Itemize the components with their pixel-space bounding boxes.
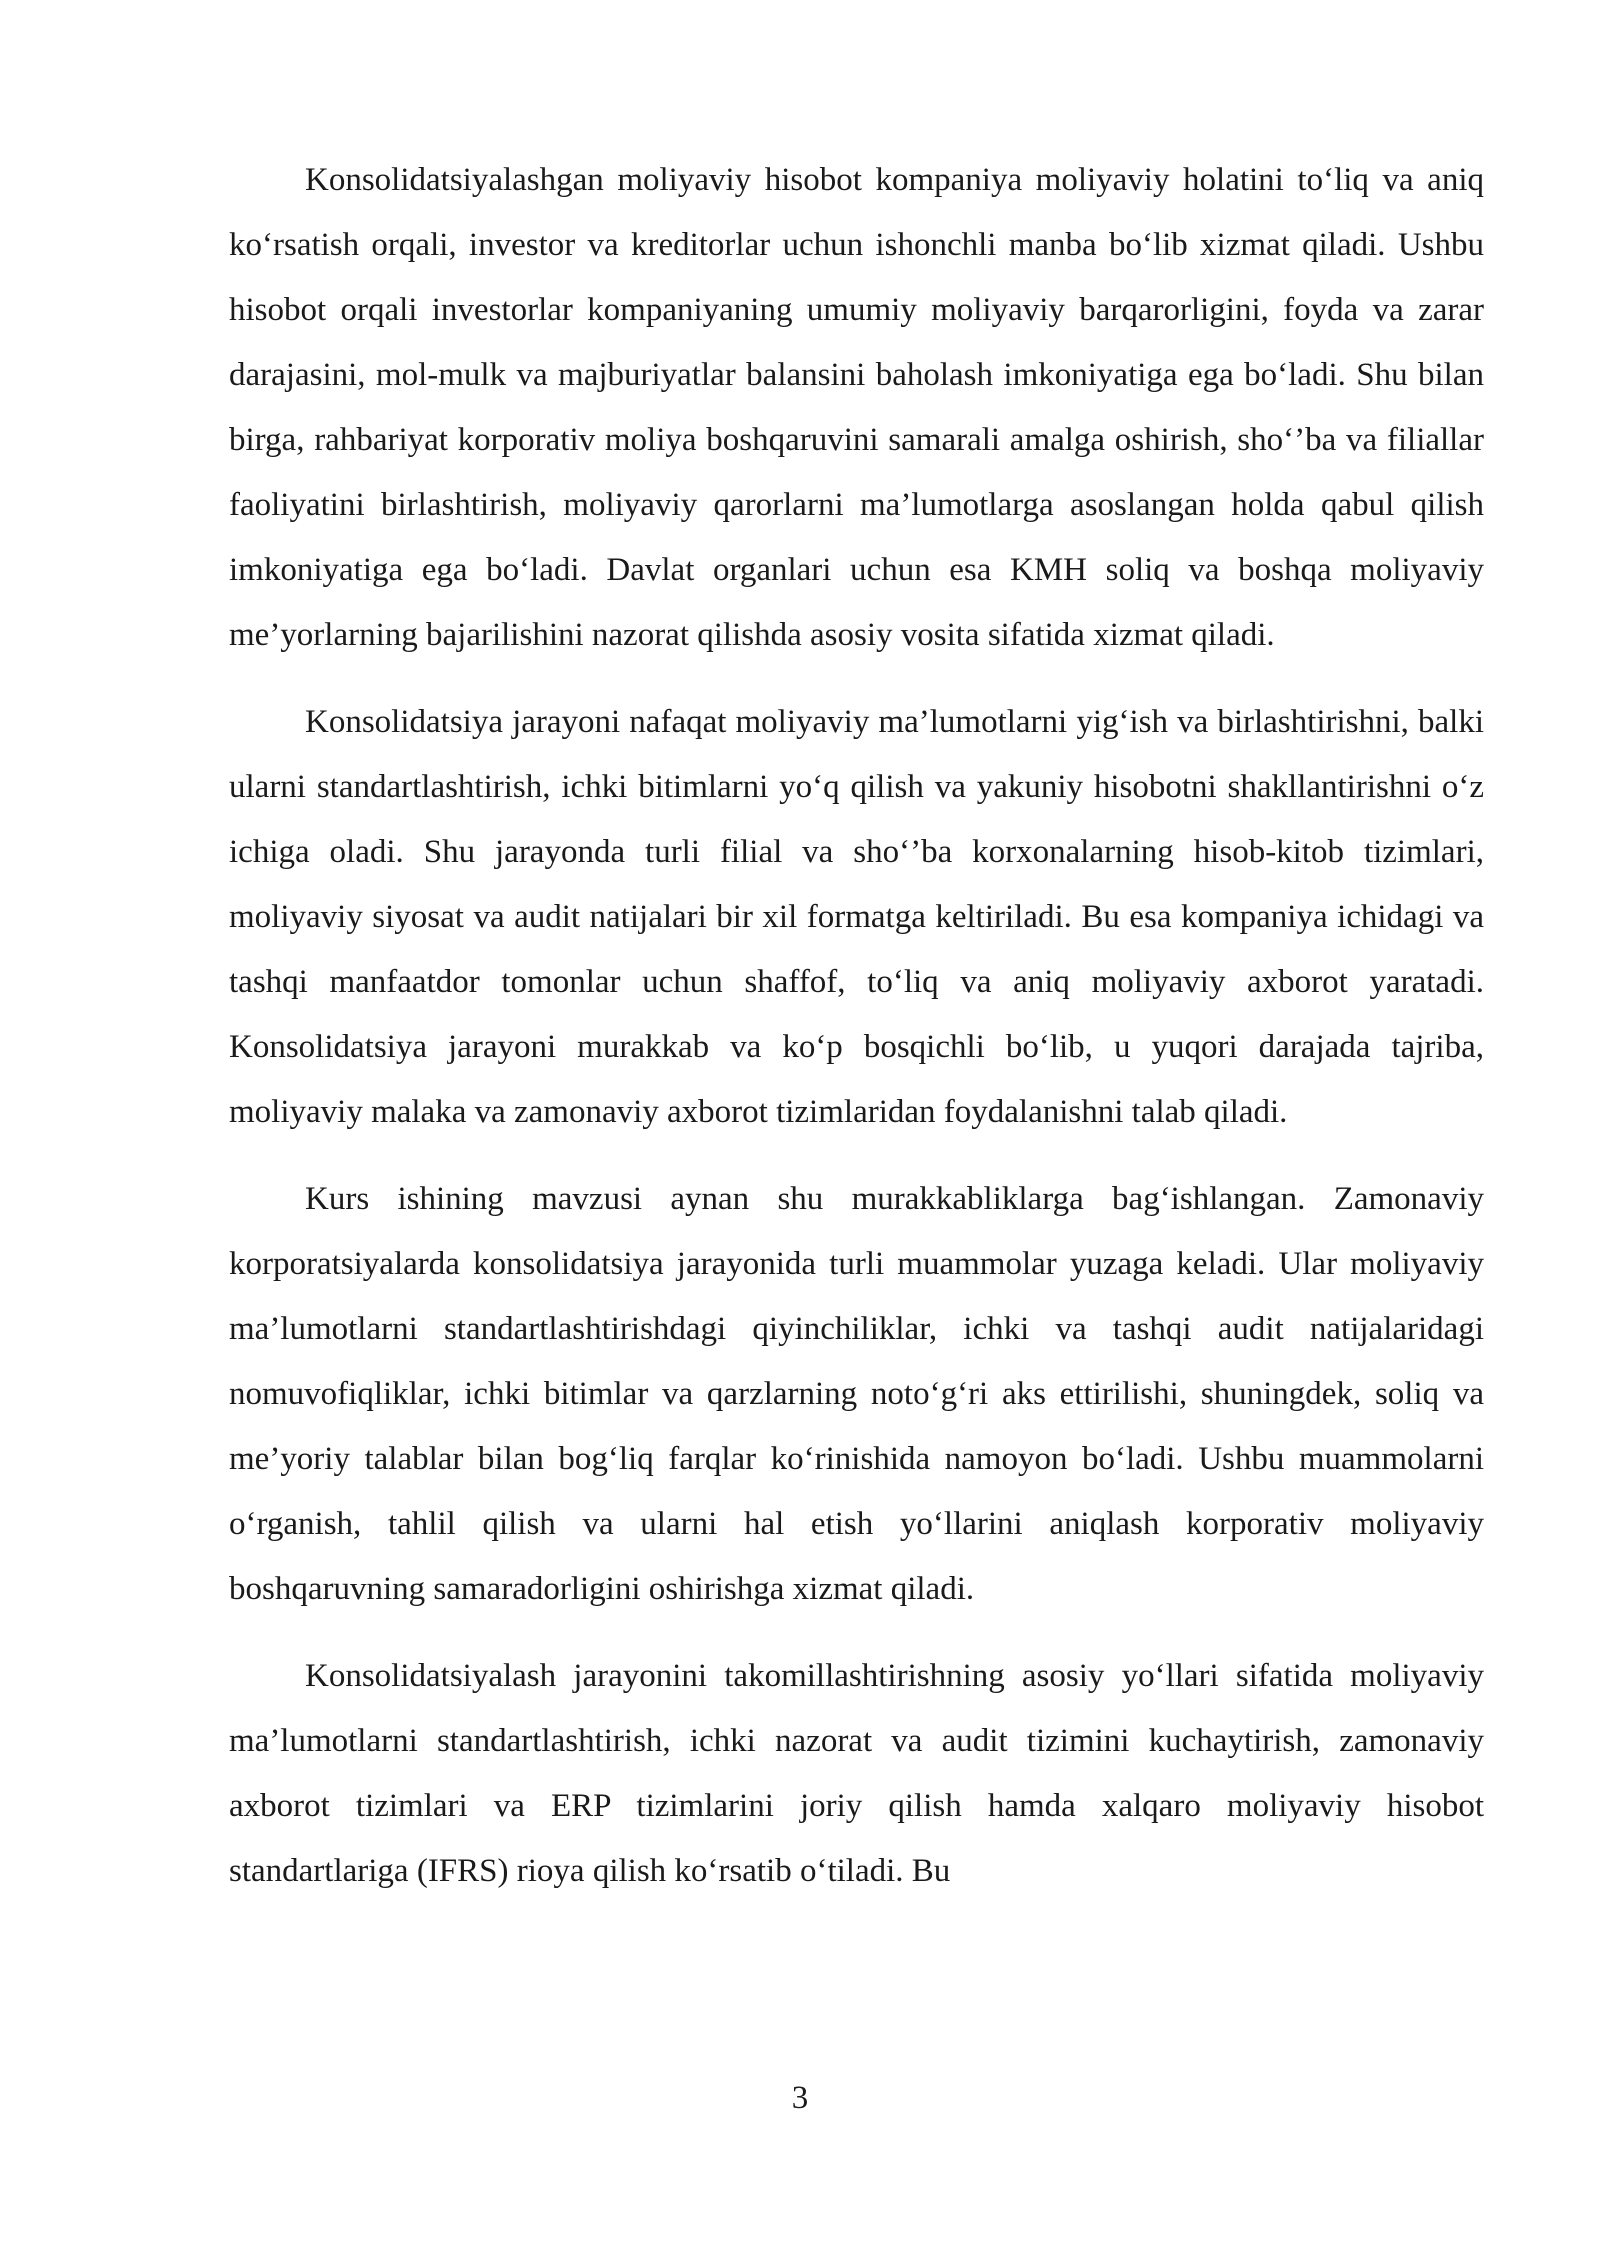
body-text	[229, 148, 1484, 1926]
paragraph-3: Kurs ishining mavzusi aynan shu murakkabliklarga bag‘ishlangan. Zamonaviy korporatsiyalarda konsolidatsiya jarayonida turli muammolar yuzaga keladi. Ular moliyaviy ma’lumotlarni standartlashtirishdagi qiyinchiliklar, ichki va tashqi audit natijalaridagi nomuvofiqliklar, ichki bitimlar va qarzlarning noto‘g‘ri aks ettirilishi, shuningdek, soliq va me’yoriy talablar bilan bog‘liq farqlar ko‘rinishida namoyon bo‘ladi. Ushbu muammolarni o‘rganish, tahlil qilish va ularni hal etish yo‘llarini aniqlash korporativ moliyaviy boshqaruvning samaradorligini oshirishga xizmat qiladi.	[229, 1181, 1484, 1607]
paragraph-1: Konsolidatsiyalashgan moliyaviy hisobot kompaniya moliyaviy holatini to‘liq va aniq ko‘rsatish orqali, investor va kreditorlar uchun ishonchli manba bo‘lib xizmat qiladi. Ushbu hisobot orqali investorlar kompaniyaning umumiy moliyaviy barqarorligini, foyda va zarar darajasini, mol-mulk va majburiyatlar balansini baholash imkoniyatiga ega bo‘ladi. Shu bilan birga, rahbariyat korporativ moliya boshqaruvini samarali amalga oshirish, sho‘’ba va filiallar faoliyatini birlashtirish, moliyaviy qarorlarni ma’lumotlarga asoslangan holda qabul qilish imkoniyatiga ega bo‘ladi. Davlat organlari uchun esa KMH soliq va boshqa moliyaviy me’yorlarning bajarilishini nazorat qilishda asosiy vosita sifatida xizmat qiladi.	[229, 162, 1484, 653]
page-number: 3	[791, 2080, 809, 2116]
paragraph-2: Konsolidatsiya jarayoni nafaqat moliyaviy ma’lumotlarni yig‘ish va birlashtirishni, balki ularni standartlashtirish, ichki bitimlarni yo‘q qilish va yakuniy hisobotni shakllantirishni o‘z ichiga oladi. Shu jarayonda turli filial va sho‘’ba korxonalarning hisob-kitob tizimlari, moliyaviy siyosat va audit natijalari bir xil formatga keltiriladi. Bu esa kompaniya ichidagi va tashqi manfaatdor tomonlar uchun shaffof, to‘liq va aniq moliyaviy axborot yaratadi. Konsolidatsiya jarayoni murakkab va ko‘p bosqichli bo‘lib, u yuqori darajada tajriba, moliyaviy malaka va zamonaviy axborot tizimlaridan foydalanishni talab qiladi.	[229, 704, 1484, 1130]
paragraph-4: Konsolidatsiyalash jarayonini takomillashtirishning asosiy yo‘llari sifatida moliyaviy ma’lumotlarni standartlashtirish, ichki nazorat va audit tizimini kuchaytirish, zamonaviy axborot tizimlari va ERP tizimlarini joriy qilish hamda xalqaro moliyaviy hisobot standartlariga (IFRS) rioya qilish ko‘rsatib o‘tiladi. Bu	[229, 1658, 1484, 1889]
